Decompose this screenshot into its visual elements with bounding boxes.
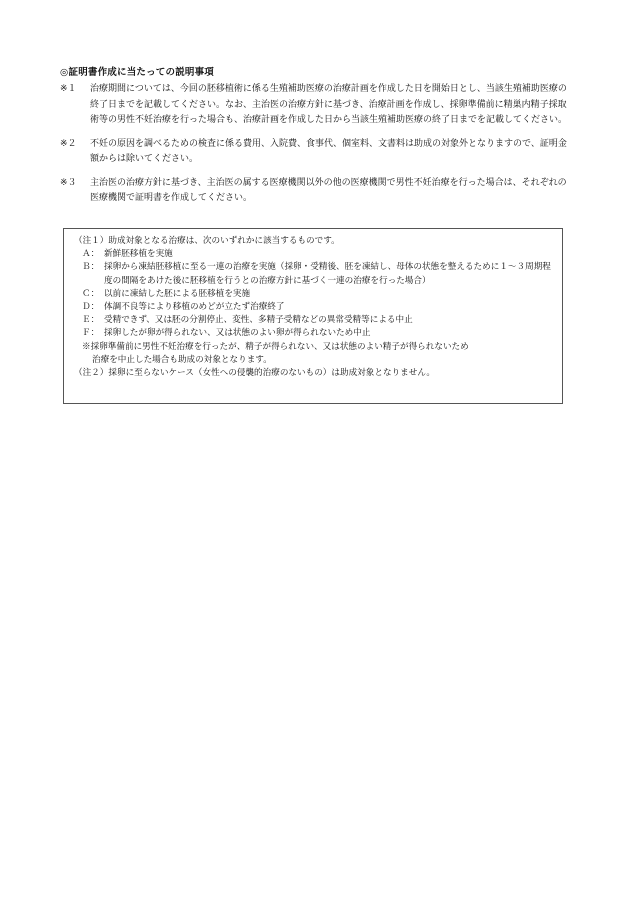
treatment-key-a: Ａ： xyxy=(82,249,100,260)
treatment-key-f: Ｆ： xyxy=(82,328,100,339)
treatment-item-a xyxy=(74,248,554,261)
note-2 xyxy=(60,137,568,168)
treatment-key-d: Ｄ： xyxy=(82,302,100,313)
explanation-notes xyxy=(60,82,568,215)
treatment-key-c: Ｃ： xyxy=(82,288,100,299)
treatment-text-a: 新鮮胚移植を実施 xyxy=(104,249,173,260)
note-3-mark: ※３ xyxy=(60,177,77,188)
male-infertility-note xyxy=(74,341,554,367)
eligibility-box xyxy=(63,228,563,404)
male-infertility-note-line-2: 治療を中止した場合も助成の対象となります。 xyxy=(92,354,272,365)
note-1-text: 治療期間については、今回の胚移植術に係る生殖補助医療の治療計画を作成した日を開始日とし、当該生殖補助医療の終了日までを記載してください。なお、主治医の治療方針に基づき、治療計画を作成し、採卵準備前に精巣内精子採取術等の男性不妊治療を行った場合も、治療計画を作成した日から当該生殖補助医療の終了日までを記載してください。 xyxy=(90,84,568,125)
note-3-text: 主治医の治療方針に基づき、主治医の属する医療機関以外の他の医療機関で男性不妊治療を行った場合は、それぞれの医療機関で証明書を作成してください。 xyxy=(90,177,567,203)
note-3 xyxy=(60,176,568,207)
note-box-note-2: （注２）採卵に至らないケース（女性への侵襲的治療のないもの）は助成対象となりません。 xyxy=(74,368,436,379)
note-2-text: 不妊の原因を調べるための検査に係る費用、入院費、食事代、個室料、文書料は助成の対象外となりますので、証明金額からは除いてください。 xyxy=(90,138,567,164)
note-2-mark: ※２ xyxy=(60,138,77,149)
treatment-text-c: 以前に凍結した胚による胚移植を実施 xyxy=(104,288,251,299)
treatment-text-b: 採卵から凍結胚移植に至る一連の治療を実施（採卵・受精後、胚を凍結し、母体の状態を整えるために１～３周期程度の間隔をあけた後に胚移植を行うとの治療方針に基づく一連の治療を行った場合） xyxy=(104,262,551,286)
treatment-item-e xyxy=(74,314,554,327)
note-1-mark: ※１ xyxy=(60,84,77,94)
treatment-item-c xyxy=(74,288,554,301)
treatment-text-e: 受精できず、又は胚の分割停止、変性、多精子受精などの異常受精等による中止 xyxy=(104,315,413,326)
treatment-key-e: Ｅ： xyxy=(82,315,100,326)
treatment-key-b: Ｂ： xyxy=(82,262,100,273)
treatment-item-d xyxy=(74,301,554,314)
treatment-item-b xyxy=(74,261,554,287)
note-1 xyxy=(60,82,568,129)
treatment-text-f: 採卵したが卵が得られない、又は状態のよい卵が得られないため中止 xyxy=(104,328,371,339)
male-infertility-note-line-1: ※採卵準備前に男性不妊治療を行ったが、精子が得られない、又は状態のよい精子が得られないため xyxy=(82,341,469,352)
treatment-item-f xyxy=(74,327,554,340)
treatment-text-d: 体調不良等により移植のめどが立たず治療終了 xyxy=(104,302,285,313)
section-title: ◎証明書作成に当たっての説明事項 xyxy=(60,67,214,78)
note-box-intro: （注１）助成対象となる治療は、次のいずれかに該当するものです。 xyxy=(74,236,340,246)
